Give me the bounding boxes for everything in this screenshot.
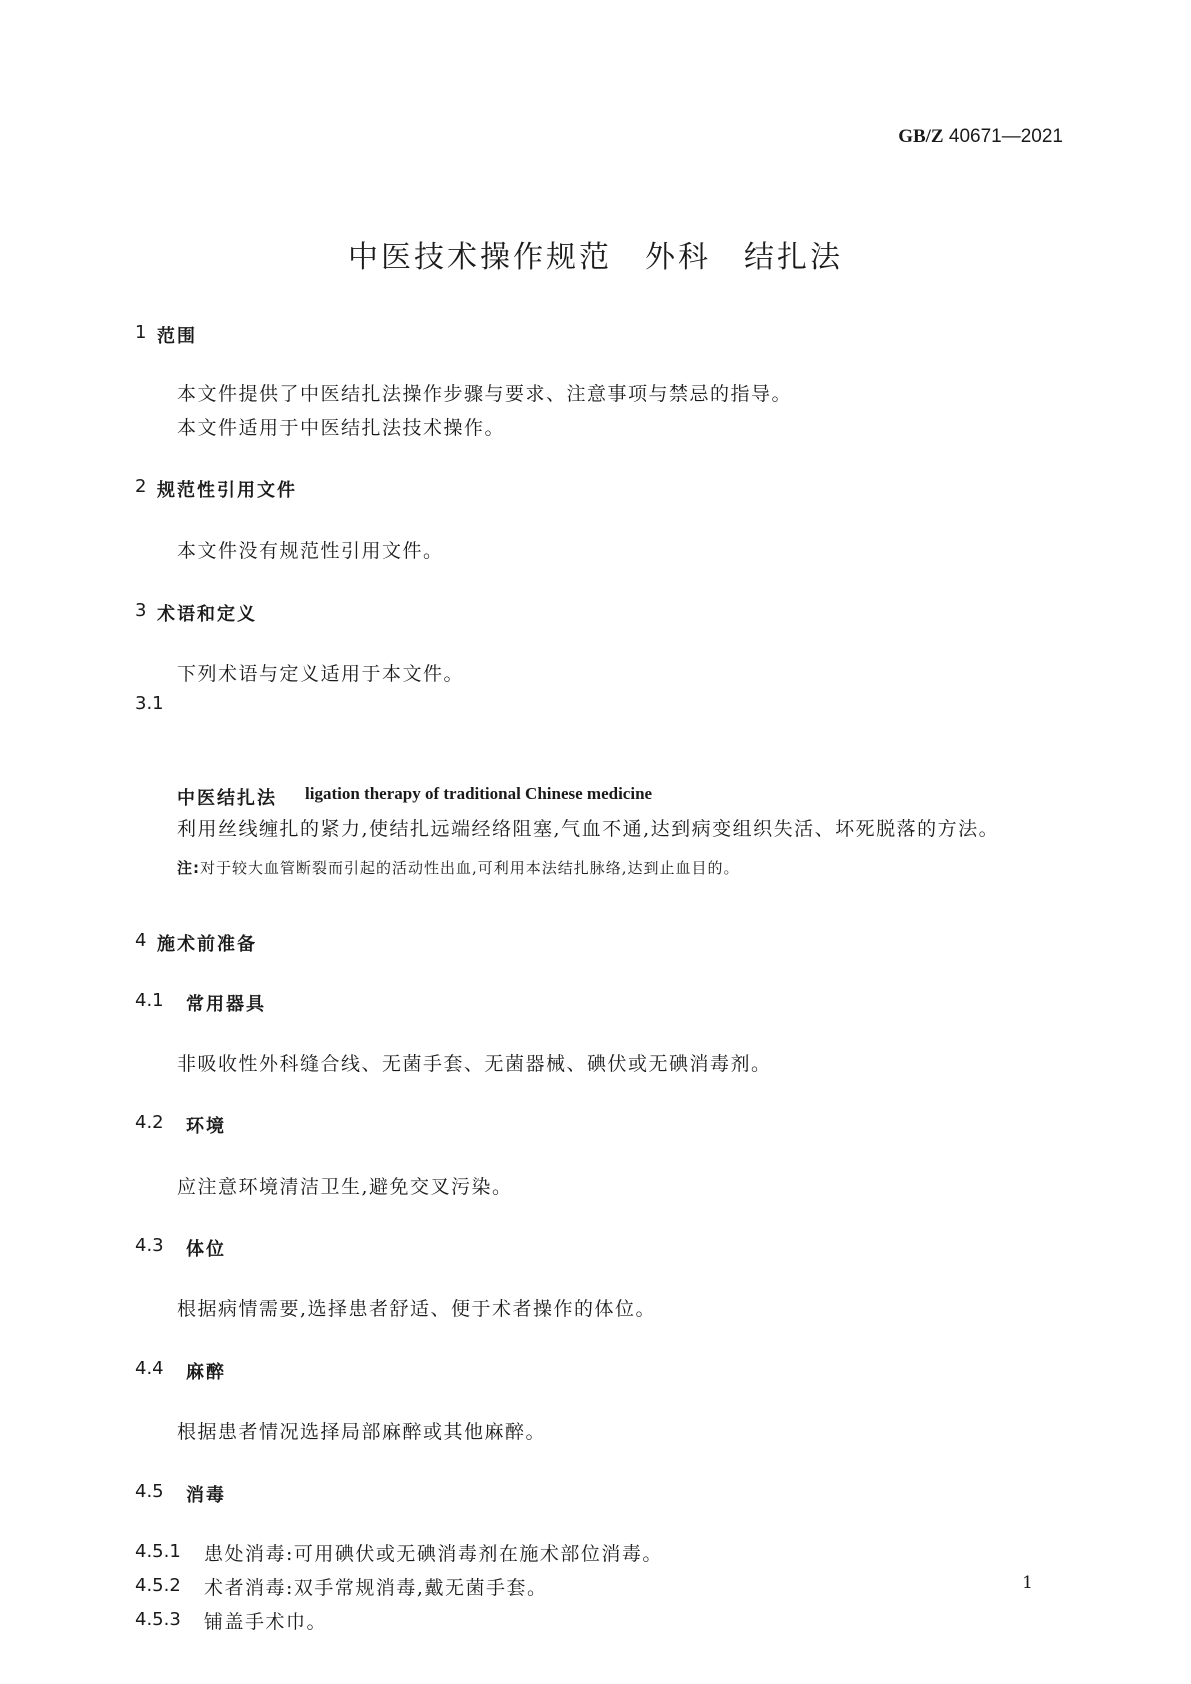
clause-4-5-1-text: 患处消毒:可用碘伏或无碘消毒剂在施术部位消毒。 — [204, 1543, 663, 1565]
clause-4-3-number: 4.3 — [135, 1235, 164, 1256]
section-4-title: 施术前准备 — [157, 934, 257, 955]
clause-4-2-title: 环境 — [186, 1116, 226, 1137]
clause-4-3-title: 体位 — [186, 1239, 226, 1260]
section-2-paragraph-1: 本文件没有规范性引用文件。 — [177, 540, 444, 562]
clause-4-2-paragraph: 应注意环境清洁卫生,避免交叉污染。 — [177, 1176, 513, 1198]
section-2-number: 2 — [135, 476, 147, 497]
clause-4-5-3-number: 4.5.3 — [135, 1609, 181, 1630]
term-english: ligation therapy of traditional Chinese medicine — [305, 784, 653, 803]
section-1-paragraph-1: 本文件提供了中医结扎法操作步骤与要求、注意事项与禁忌的指导。 — [177, 383, 793, 405]
section-4-number: 4 — [135, 930, 147, 951]
clause-4-4-paragraph: 根据患者情况选择局部麻醉或其他麻醉。 — [177, 1421, 547, 1443]
section-3-paragraph-1: 下列术语与定义适用于本文件。 — [177, 663, 465, 685]
section-2-title: 规范性引用文件 — [157, 480, 297, 501]
document-title: 中医技术操作规范 外科 结扎法 — [348, 240, 843, 275]
standard-code: GB/Z 40671—2021 — [898, 126, 1063, 147]
clause-4-2-number: 4.2 — [135, 1112, 164, 1133]
section-1-title: 范围 — [157, 326, 197, 347]
section-1-paragraph-2: 本文件适用于中医结扎法技术操作。 — [177, 417, 506, 439]
term-chinese: 中医结扎法 — [177, 788, 277, 809]
clause-4-5-title: 消毒 — [186, 1485, 226, 1506]
clause-4-5-2-text: 术者消毒:双手常规消毒,戴无菌手套。 — [204, 1577, 548, 1599]
page-number: 1 — [1022, 1573, 1033, 1593]
clause-4-4-number: 4.4 — [135, 1358, 164, 1379]
clause-4-5-1-number: 4.5.1 — [135, 1541, 181, 1562]
clause-4-5-3-text: 铺盖手术巾。 — [204, 1611, 328, 1633]
term-definition: 利用丝线缠扎的紧力,使结扎远端经络阻塞,气血不通,达到病变组织失活、坏死脱落的方法。 — [177, 818, 1000, 840]
clause-3-1-number: 3.1 — [135, 693, 164, 714]
clause-4-3-paragraph: 根据病情需要,选择患者舒适、便于术者操作的体位。 — [177, 1298, 657, 1320]
clause-4-4-title: 麻醉 — [186, 1362, 226, 1383]
section-3-number: 3 — [135, 600, 147, 621]
section-3-title: 术语和定义 — [157, 604, 257, 625]
note-label: 注: — [177, 859, 200, 877]
term-note — [177, 857, 740, 878]
note-text: 对于较大血管断裂而引起的活动性出血,可利用本法结扎脉络,达到止血目的。 — [200, 859, 740, 877]
clause-4-5-number: 4.5 — [135, 1481, 164, 1502]
clause-4-5-2-number: 4.5.2 — [135, 1575, 181, 1596]
clause-4-1-paragraph: 非吸收性外科缝合线、无菌手套、无菌器械、碘伏或无碘消毒剂。 — [177, 1053, 772, 1075]
clause-4-1-title: 常用器具 — [186, 994, 266, 1015]
clause-4-1-number: 4.1 — [135, 990, 164, 1011]
standard-code-number: 40671—2021 — [948, 126, 1063, 147]
section-1-number: 1 — [135, 322, 147, 343]
